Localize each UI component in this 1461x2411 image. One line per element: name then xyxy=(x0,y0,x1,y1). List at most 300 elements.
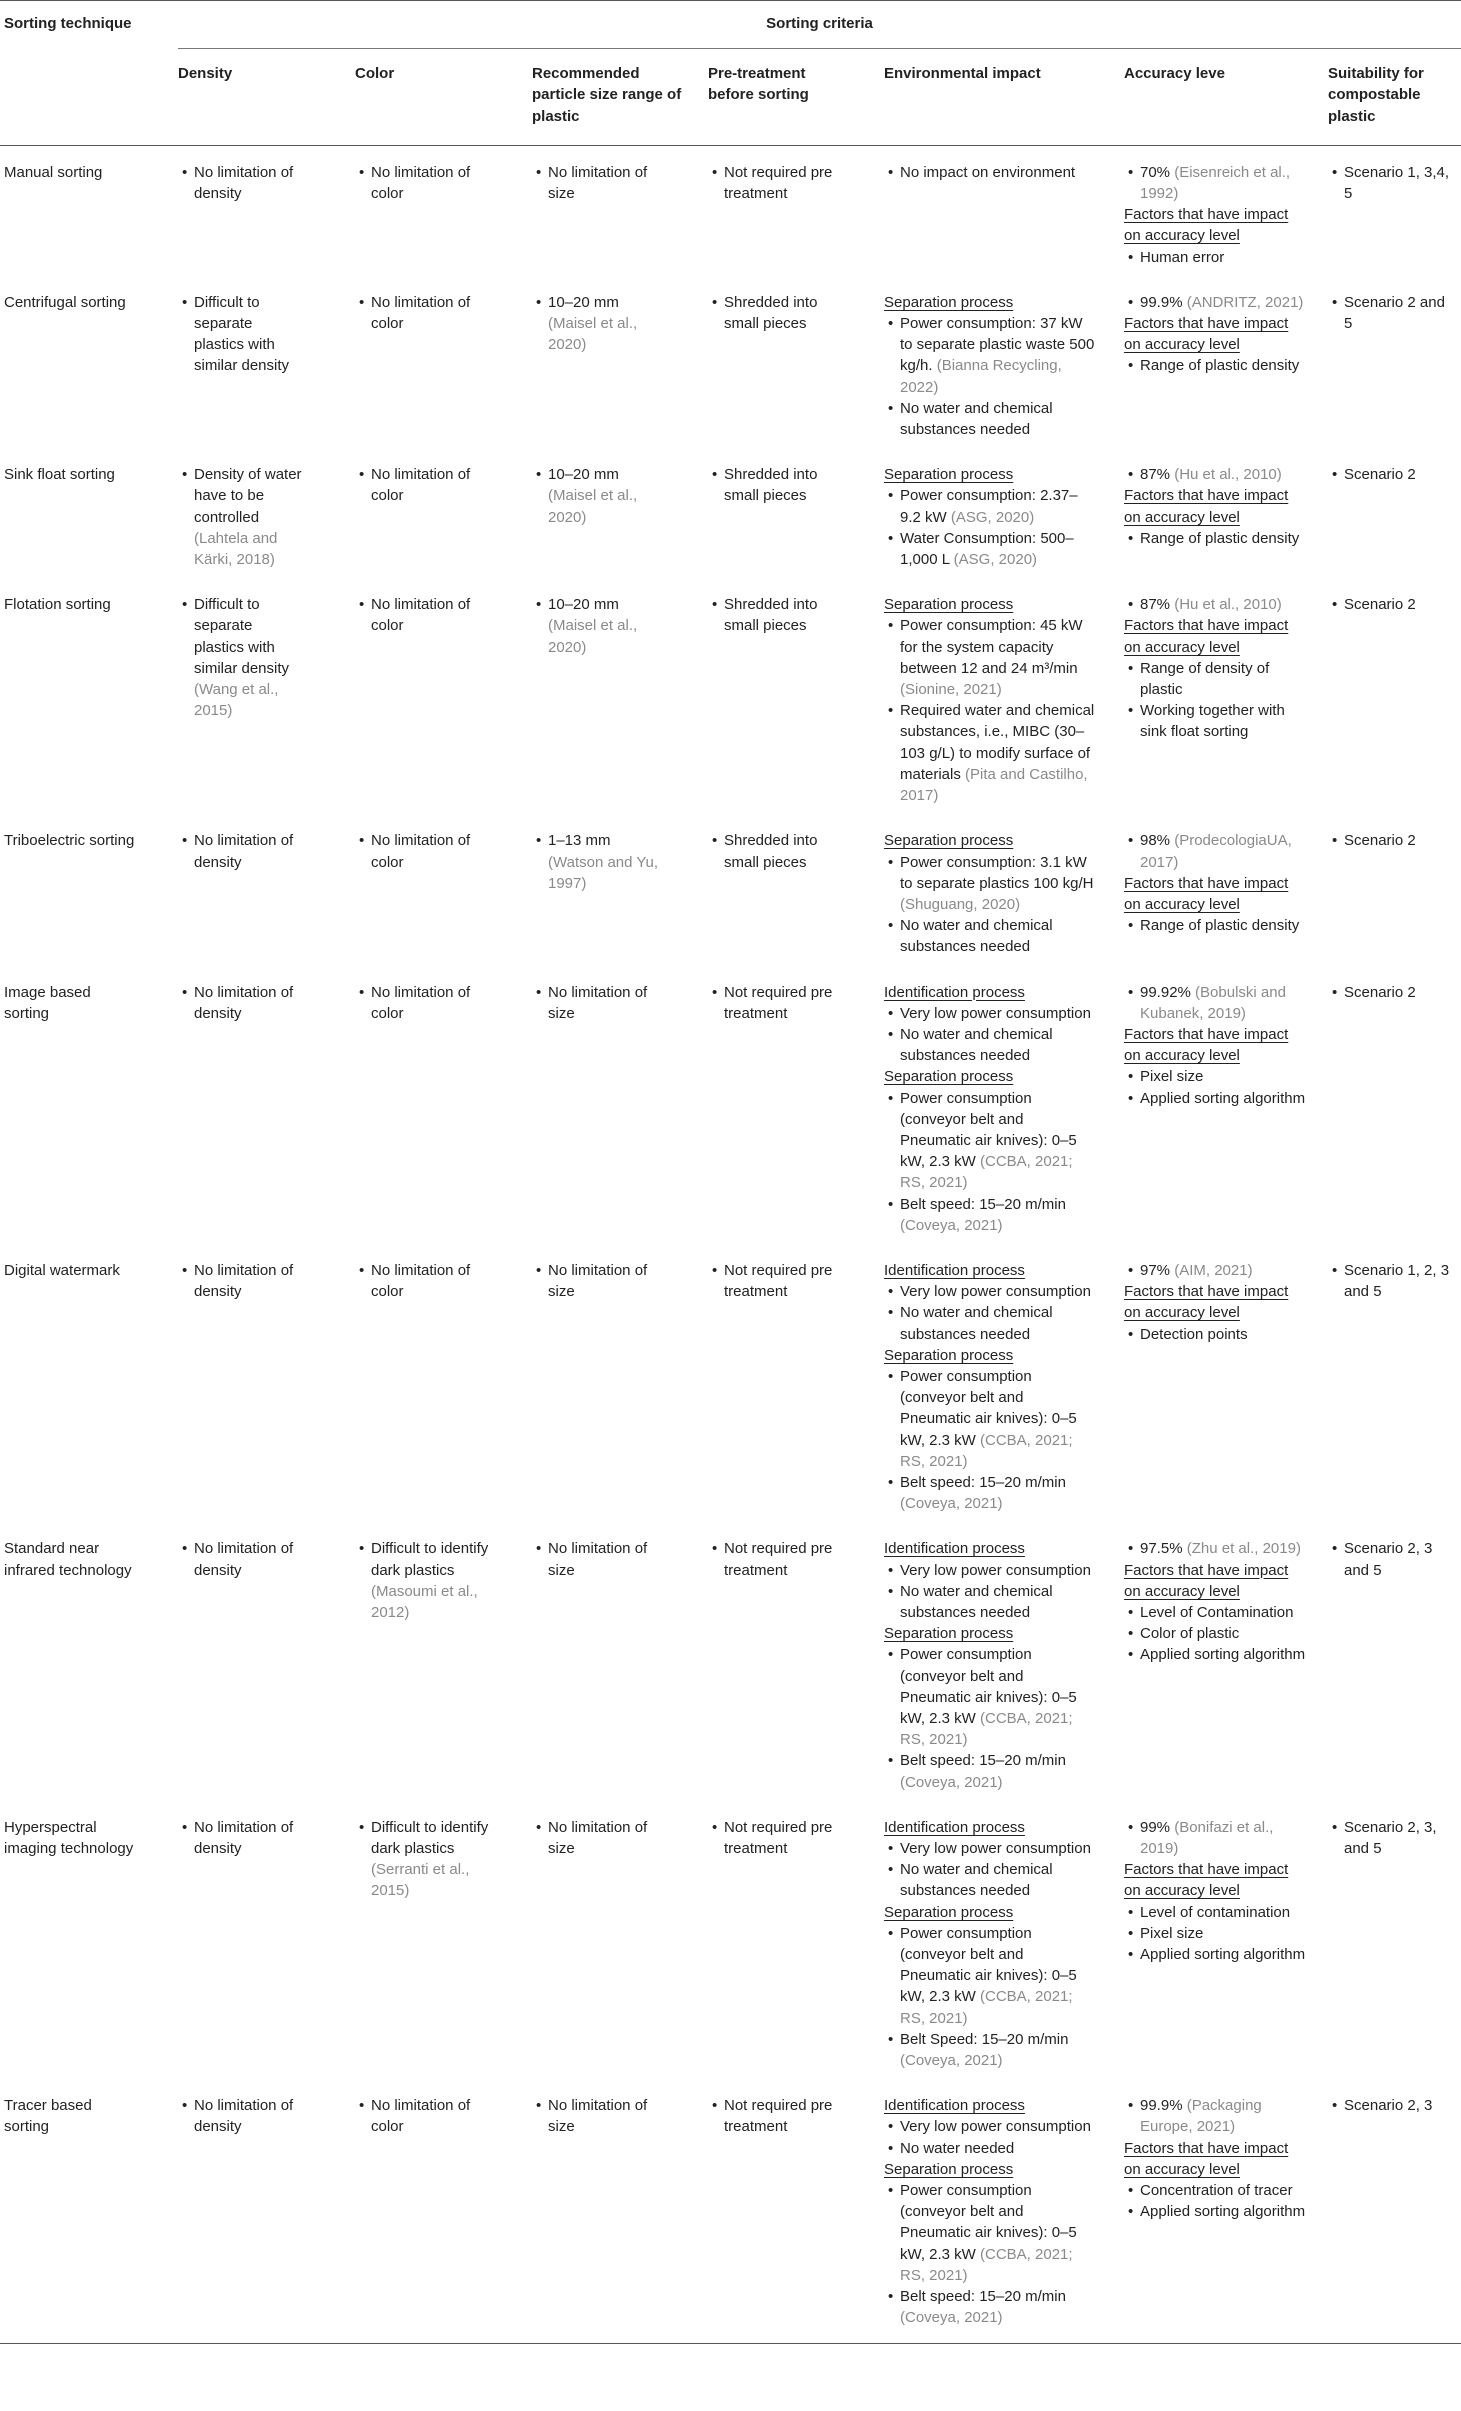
bullet-list xyxy=(708,594,844,636)
bullet-item xyxy=(178,1538,305,1580)
citation-reference: (CCBA, 2021; RS, 2021) xyxy=(900,1710,1073,1749)
cell-sorting-technique xyxy=(0,276,178,448)
bullet-text: No limitation of color xyxy=(371,466,471,505)
citation-reference: (Shuguang, 2020) xyxy=(900,895,1021,913)
process-heading: Separation process xyxy=(884,1903,1014,1921)
cell-accuracy xyxy=(1124,1244,1328,1522)
bullet-text: Range of plastic density xyxy=(1140,917,1300,935)
bullet-item xyxy=(355,292,492,334)
bullet-item xyxy=(884,2138,1096,2159)
bullet-text: Pixel size xyxy=(1140,1924,1204,1942)
cell-color xyxy=(355,1801,532,2079)
bullet-list xyxy=(1124,594,1308,615)
technique-name: Hyperspectral imaging technology xyxy=(4,1818,134,1858)
bullet-list xyxy=(1124,1817,1308,1859)
bullet-item xyxy=(708,2095,844,2137)
bullet-list xyxy=(708,1538,844,1580)
table-row xyxy=(0,966,1461,1244)
bullet-text: Very low power consumption xyxy=(900,1840,1091,1858)
cell-pretreat xyxy=(708,814,884,965)
bullet-text: No water needed xyxy=(900,2139,1015,2157)
bullet-list xyxy=(884,1088,1096,1236)
bullet-list xyxy=(178,1817,305,1859)
bullet-item xyxy=(178,292,305,377)
bullet-list xyxy=(1328,594,1453,615)
bullet-item xyxy=(532,292,668,356)
cell-suit xyxy=(1328,276,1461,448)
bullet-item xyxy=(355,1817,492,1902)
bullet-text: Scenario 2 xyxy=(1344,832,1416,850)
bullet-list xyxy=(1328,2095,1453,2116)
bullet-text: Density of water have to be controlled xyxy=(194,466,302,526)
bullet-item xyxy=(355,1538,492,1623)
bullet-list xyxy=(355,594,492,636)
bullet-text: Power consumption (conveyor belt and Pneumatic air knives): 0–5 kW, 2.3 kW xyxy=(900,1367,1077,1449)
cell-pretreat xyxy=(708,276,884,448)
bullet-text: Belt speed: 15–20 m/min xyxy=(900,2288,1066,2306)
bullet-list xyxy=(1124,355,1308,376)
bullet-list xyxy=(1124,982,1308,1024)
bullet-list xyxy=(884,852,1096,958)
cell-env xyxy=(884,2079,1124,2343)
bullet-text: Range of plastic density xyxy=(1140,529,1300,547)
cell-env xyxy=(884,1244,1124,1522)
process-heading: Separation process xyxy=(884,1625,1014,1643)
bullet-text: 99.92% xyxy=(1140,983,1191,1001)
bullet-item xyxy=(1124,594,1308,615)
bullet-text: No limitation of color xyxy=(371,163,471,203)
bullet-text: No limitation of color xyxy=(371,832,471,871)
process-heading: Factors that have impact on accuracy level xyxy=(1124,617,1289,656)
bullet-text: Very low power consumption xyxy=(900,1283,1091,1301)
bullet-item xyxy=(178,594,305,721)
process-heading: Factors that have impact on accuracy level xyxy=(1124,2139,1289,2178)
bullet-list xyxy=(1124,1260,1308,1281)
bullet-item xyxy=(884,2116,1096,2137)
bullet-text: Level of contamination xyxy=(1140,1903,1291,1921)
bullet-text: Power consumption: 45 kW for the system capacity between 12 and 24 m³/min xyxy=(900,617,1083,677)
bullet-text: Applied sorting algorithm xyxy=(1140,1646,1306,1664)
citation-reference: (Coveya, 2021) xyxy=(900,1495,1003,1513)
bullet-text: Not required pre treatment xyxy=(724,983,833,1022)
process-heading: Separation process xyxy=(884,832,1014,850)
header-environmental-impact: Environmental impact xyxy=(884,49,1124,146)
bullet-list xyxy=(1124,2180,1308,2222)
bullet-list xyxy=(532,982,668,1024)
cell-suit xyxy=(1328,578,1461,814)
bullet-list xyxy=(355,1260,492,1302)
citation-reference: (Serranti et al., 2015) xyxy=(371,1861,470,1900)
bullet-list xyxy=(1124,1538,1308,1559)
bullet-item xyxy=(532,1538,668,1580)
bullet-list xyxy=(884,2180,1096,2328)
cell-env xyxy=(884,276,1124,448)
bullet-item xyxy=(884,1024,1096,1066)
bullet-text: 10–20 mm xyxy=(548,293,619,311)
cell-color xyxy=(355,966,532,1244)
cell-suit xyxy=(1328,448,1461,578)
cell-accuracy xyxy=(1124,814,1328,965)
cell-density xyxy=(178,1244,355,1522)
bullet-item xyxy=(884,1750,1096,1792)
bullet-list xyxy=(1328,982,1453,1003)
bullet-text: Power consumption: 3.1 kW to separate plastics 100 kg/H xyxy=(900,853,1094,892)
bullet-item xyxy=(884,1859,1096,1901)
cell-color xyxy=(355,1522,532,1800)
cell-env xyxy=(884,966,1124,1244)
technique-name: Centrifugal sorting xyxy=(4,293,126,311)
bullet-text: 87% xyxy=(1140,466,1171,484)
header-color: Color xyxy=(355,49,532,146)
bullet-text: No water and chemical substances needed xyxy=(900,1025,1053,1065)
bullet-text: Human error xyxy=(1140,248,1225,266)
bullet-item xyxy=(1124,1066,1308,1087)
cell-pretreat xyxy=(708,448,884,578)
bullet-item xyxy=(884,2180,1096,2286)
bullet-list xyxy=(355,830,492,872)
bullet-list xyxy=(532,2095,668,2137)
bullet-item xyxy=(884,1472,1096,1514)
technique-name: Tracer based sorting xyxy=(4,2097,92,2136)
bullet-item xyxy=(884,1281,1096,1302)
citation-reference: (AIM, 2021) xyxy=(1174,1261,1253,1279)
cell-accuracy xyxy=(1124,578,1328,814)
citation-reference: (ANDRITZ, 2021) xyxy=(1186,293,1304,311)
citation-reference: (Coveya, 2021) xyxy=(900,1773,1003,1791)
bullet-text: Belt speed: 15–20 m/min xyxy=(900,1473,1066,1491)
cell-env xyxy=(884,1522,1124,1800)
cell-color xyxy=(355,578,532,814)
table-row xyxy=(0,578,1461,814)
bullet-list xyxy=(1328,162,1453,204)
bullet-text: No limitation of density xyxy=(194,1818,294,1858)
bullet-text: 97% xyxy=(1140,1261,1171,1279)
cell-suit xyxy=(1328,145,1461,276)
bullet-item xyxy=(355,464,492,506)
process-heading: Factors that have impact on accuracy level xyxy=(1124,1561,1289,1600)
bullet-list xyxy=(1124,915,1308,936)
cell-size xyxy=(532,1522,708,1800)
bullet-text: No limitation of density xyxy=(194,1261,294,1301)
cell-pretreat xyxy=(708,578,884,814)
bullet-list xyxy=(1124,1324,1308,1345)
table-row xyxy=(0,2079,1461,2343)
bullet-list xyxy=(708,292,844,334)
citation-reference: (Coveya, 2021) xyxy=(900,2052,1003,2070)
header-sorting-technique: Sorting technique xyxy=(0,1,178,146)
bullet-item xyxy=(884,1644,1096,1750)
process-heading: Separation process xyxy=(884,293,1014,311)
bullet-text: 99% xyxy=(1140,1818,1171,1836)
bullet-item xyxy=(884,1366,1096,1472)
bullet-list xyxy=(178,594,305,721)
bullet-text: Range of density of plastic xyxy=(1140,659,1270,699)
bullet-item xyxy=(532,464,668,528)
citation-reference: (Bobulski and Kubanek, 2019) xyxy=(1140,983,1286,1022)
bullet-text: Not required pre treatment xyxy=(724,1540,833,1579)
bullet-item xyxy=(884,915,1096,957)
process-heading: Factors that have impact on accuracy level xyxy=(1124,1025,1289,1065)
bullet-item xyxy=(355,162,492,204)
citation-reference: (Zhu et al., 2019) xyxy=(1186,1540,1301,1558)
cell-suit xyxy=(1328,966,1461,1244)
bullet-text: No limitation of size xyxy=(548,1818,648,1858)
bullet-text: Belt speed: 15–20 m/min xyxy=(900,1752,1066,1770)
bullet-text: Scenario 1, 3,4, 5 xyxy=(1344,163,1450,203)
cell-density xyxy=(178,1801,355,2079)
bullet-item xyxy=(1124,1538,1308,1559)
bullet-item xyxy=(355,2095,492,2137)
bullet-item xyxy=(1124,1324,1308,1345)
bullet-list xyxy=(532,1538,668,1580)
process-heading: Factors that have impact on accuracy level xyxy=(1124,1283,1289,1322)
bullet-item xyxy=(708,594,844,636)
table-row xyxy=(0,145,1461,276)
citation-reference: (ASG, 2020) xyxy=(950,508,1035,526)
bullet-text: Very low power consumption xyxy=(900,2118,1091,2136)
cell-sorting-technique xyxy=(0,145,178,276)
bullet-text: 87% xyxy=(1140,596,1171,614)
citation-reference: (ASG, 2020) xyxy=(953,551,1038,569)
bullet-list xyxy=(355,1817,492,1902)
bullet-text: 99.9% xyxy=(1140,2097,1183,2115)
process-heading: Factors that have impact on accuracy level xyxy=(1124,487,1289,526)
bullet-list xyxy=(1124,292,1308,313)
bullet-text: Power consumption: 37 kW to separate plastic waste 500 kg/h. xyxy=(900,315,1095,375)
header-pretreatment: Pre-treatment before sorting xyxy=(708,49,884,146)
bullet-item xyxy=(1124,355,1308,376)
bullet-item xyxy=(355,982,492,1024)
bullet-item xyxy=(884,528,1096,570)
bullet-item xyxy=(1124,915,1308,936)
bullet-item xyxy=(178,162,305,204)
bullet-item xyxy=(1328,1817,1453,1859)
bullet-item xyxy=(1124,1260,1308,1281)
bullet-item xyxy=(1124,1923,1308,1944)
bullet-text: No limitation of color xyxy=(371,293,471,333)
cell-density xyxy=(178,814,355,965)
bullet-item xyxy=(1124,2201,1308,2222)
cell-env xyxy=(884,578,1124,814)
bullet-text: 10–20 mm xyxy=(548,466,619,484)
cell-color xyxy=(355,2079,532,2343)
bullet-text: Not required pre treatment xyxy=(724,1261,833,1301)
bullet-list xyxy=(355,292,492,334)
bullet-text: Applied sorting algorithm xyxy=(1140,2203,1306,2221)
cell-suit xyxy=(1328,2079,1461,2343)
cell-accuracy xyxy=(1124,145,1328,276)
bullet-list xyxy=(1124,1602,1308,1666)
bullet-item xyxy=(884,2286,1096,2328)
bullet-text: Difficult to identify dark plastics xyxy=(371,1540,489,1579)
citation-reference: (Sionine, 2021) xyxy=(900,681,1002,699)
bullet-list xyxy=(532,830,668,894)
bullet-list xyxy=(708,162,844,204)
technique-name: Image based sorting xyxy=(4,983,91,1022)
bullet-list xyxy=(708,1260,844,1302)
bullet-item xyxy=(708,830,844,872)
cell-pretreat xyxy=(708,1801,884,2079)
bullet-text: Shredded into small pieces xyxy=(724,466,818,505)
bullet-list xyxy=(884,1923,1096,2071)
bullet-list xyxy=(708,2095,844,2137)
cell-sorting-technique xyxy=(0,966,178,1244)
cell-env xyxy=(884,145,1124,276)
bullet-item xyxy=(884,852,1096,916)
technique-name: Triboelectric sorting xyxy=(4,832,135,850)
bullet-item xyxy=(178,1817,305,1859)
bullet-list xyxy=(884,485,1096,570)
bullet-text: No limitation of color xyxy=(371,2097,471,2136)
bullet-text: No water and chemical substances needed xyxy=(900,1582,1053,1621)
cell-density xyxy=(178,578,355,814)
cell-sorting-technique xyxy=(0,448,178,578)
bullet-item xyxy=(1328,594,1453,615)
process-heading: Separation process xyxy=(884,1346,1014,1364)
bullet-item xyxy=(884,615,1096,700)
cell-suit xyxy=(1328,814,1461,965)
table-row xyxy=(0,1244,1461,1522)
bullet-item xyxy=(1124,658,1308,700)
bullet-text: No water and chemical substances needed xyxy=(900,917,1053,956)
citation-reference: (Hu et al., 2010) xyxy=(1174,466,1282,484)
cell-sorting-technique xyxy=(0,1522,178,1800)
bullet-item xyxy=(178,1260,305,1302)
bullet-text: Power consumption (conveyor belt and Pneumatic air knives): 0–5 kW, 2.3 kW xyxy=(900,1924,1077,2006)
bullet-list xyxy=(884,1644,1096,1792)
bullet-item xyxy=(1328,830,1453,851)
citation-reference: (Maisel et al., 2020) xyxy=(548,315,638,354)
bullet-list xyxy=(1124,2095,1308,2137)
bullet-text: No limitation of size xyxy=(548,1261,648,1301)
cell-accuracy xyxy=(1124,1522,1328,1800)
bullet-list xyxy=(884,615,1096,806)
bullet-text: Shredded into small pieces xyxy=(724,596,818,635)
bullet-item xyxy=(708,1260,844,1302)
process-heading: Identification process xyxy=(884,1261,1025,1279)
cell-suit xyxy=(1328,1801,1461,2079)
cell-color xyxy=(355,145,532,276)
header-density: Density xyxy=(178,49,355,146)
bullet-text: Power consumption (conveyor belt and Pneumatic air knives): 0–5 kW, 2.3 kW xyxy=(900,1089,1077,1171)
bullet-list xyxy=(1328,830,1453,851)
cell-density xyxy=(178,448,355,578)
technique-name: Flotation sorting xyxy=(4,596,111,614)
bullet-text: Very low power consumption xyxy=(900,1004,1091,1022)
citation-reference: (CCBA, 2021; RS, 2021) xyxy=(900,2245,1073,2284)
bullet-text: No limitation of size xyxy=(548,1540,648,1579)
cell-color xyxy=(355,814,532,965)
header-accuracy-level: Accuracy leve xyxy=(1124,49,1328,146)
header-particle-size: Recommended particle size range of plastic xyxy=(532,49,708,146)
bullet-list xyxy=(355,982,492,1024)
bullet-text: No limitation of density xyxy=(194,2097,294,2136)
bullet-text: No limitation of density xyxy=(194,832,294,871)
cell-sorting-technique xyxy=(0,2079,178,2343)
bullet-list xyxy=(884,313,1096,440)
bullet-list xyxy=(884,162,1096,183)
bullet-list xyxy=(1124,528,1308,549)
bullet-item xyxy=(884,1581,1096,1623)
bullet-text: Difficult to identify dark plastics xyxy=(371,1818,489,1858)
citation-reference: (CCBA, 2021; RS, 2021) xyxy=(900,1153,1073,1192)
bullet-list xyxy=(1124,830,1308,872)
citation-reference: (Watson and Yu, 1997) xyxy=(548,853,659,892)
citation-reference: (CCBA, 2021; RS, 2021) xyxy=(900,1431,1073,1470)
bullet-list xyxy=(355,2095,492,2137)
cell-size xyxy=(532,2079,708,2343)
citation-reference: (Maisel et al., 2020) xyxy=(548,487,638,526)
bullet-item xyxy=(1124,464,1308,485)
cell-size xyxy=(532,814,708,965)
bullet-item xyxy=(708,1817,844,1859)
cell-accuracy xyxy=(1124,1801,1328,2079)
bullet-text: No limitation of size xyxy=(548,163,648,203)
bullet-list xyxy=(1124,1066,1308,1108)
citation-reference: (Coveya, 2021) xyxy=(900,1216,1003,1234)
process-heading: Factors that have impact on accuracy level xyxy=(1124,874,1289,913)
bullet-item xyxy=(1124,1902,1308,1923)
bullet-item xyxy=(355,594,492,636)
bullet-list xyxy=(178,982,305,1024)
bullet-item xyxy=(1328,2095,1453,2116)
header-suitability: Suitability for compostable plastic xyxy=(1328,49,1461,146)
bullet-text: Pixel size xyxy=(1140,1068,1204,1086)
bullet-item xyxy=(884,700,1096,806)
bullet-item xyxy=(532,830,668,894)
bullet-text: Scenario 2, 3, and 5 xyxy=(1344,1818,1437,1858)
process-heading: Separation process xyxy=(884,596,1014,614)
bullet-text: Required water and chemical substances, i.e., MIBC (30–103 g/L) to modify surface of materials xyxy=(900,702,1095,783)
bullet-item xyxy=(1124,2095,1308,2137)
cell-pretreat xyxy=(708,966,884,1244)
bullet-text: Power consumption (conveyor belt and Pneumatic air knives): 0–5 kW, 2.3 kW xyxy=(900,2182,1077,2263)
process-heading: Separation process xyxy=(884,1068,1014,1086)
bullet-item xyxy=(708,1538,844,1580)
cell-color xyxy=(355,276,532,448)
bullet-item xyxy=(1328,1260,1453,1302)
bullet-list xyxy=(884,1838,1096,1902)
table-row xyxy=(0,1801,1461,2079)
bullet-list xyxy=(1124,247,1308,268)
bullet-item xyxy=(532,594,668,658)
bullet-item xyxy=(1124,1644,1308,1665)
bullet-list xyxy=(1124,162,1308,204)
bullet-item xyxy=(1124,1623,1308,1644)
citation-reference: (ProdecologiaUA, 2017) xyxy=(1140,832,1292,871)
bullet-list xyxy=(708,830,844,872)
cell-size xyxy=(532,578,708,814)
bullet-text: Detection points xyxy=(1140,1325,1248,1343)
bullet-item xyxy=(178,830,305,872)
bullet-item xyxy=(355,830,492,872)
bullet-item xyxy=(1124,700,1308,742)
bullet-list xyxy=(178,292,305,377)
bullet-text: 70% xyxy=(1140,163,1171,181)
process-heading: Factors that have impact on accuracy level xyxy=(1124,206,1289,245)
cell-density xyxy=(178,276,355,448)
bullet-text: Level of Contamination xyxy=(1140,1604,1294,1621)
bullet-list xyxy=(1124,658,1308,743)
header-row-top xyxy=(0,1,1461,49)
cell-suit xyxy=(1328,1244,1461,1522)
bullet-item xyxy=(708,464,844,506)
bullet-list xyxy=(1124,464,1308,485)
cell-pretreat xyxy=(708,145,884,276)
bullet-text: No impact on environment xyxy=(900,163,1076,181)
table-row xyxy=(0,814,1461,965)
bullet-text: Shredded into small pieces xyxy=(724,293,818,333)
